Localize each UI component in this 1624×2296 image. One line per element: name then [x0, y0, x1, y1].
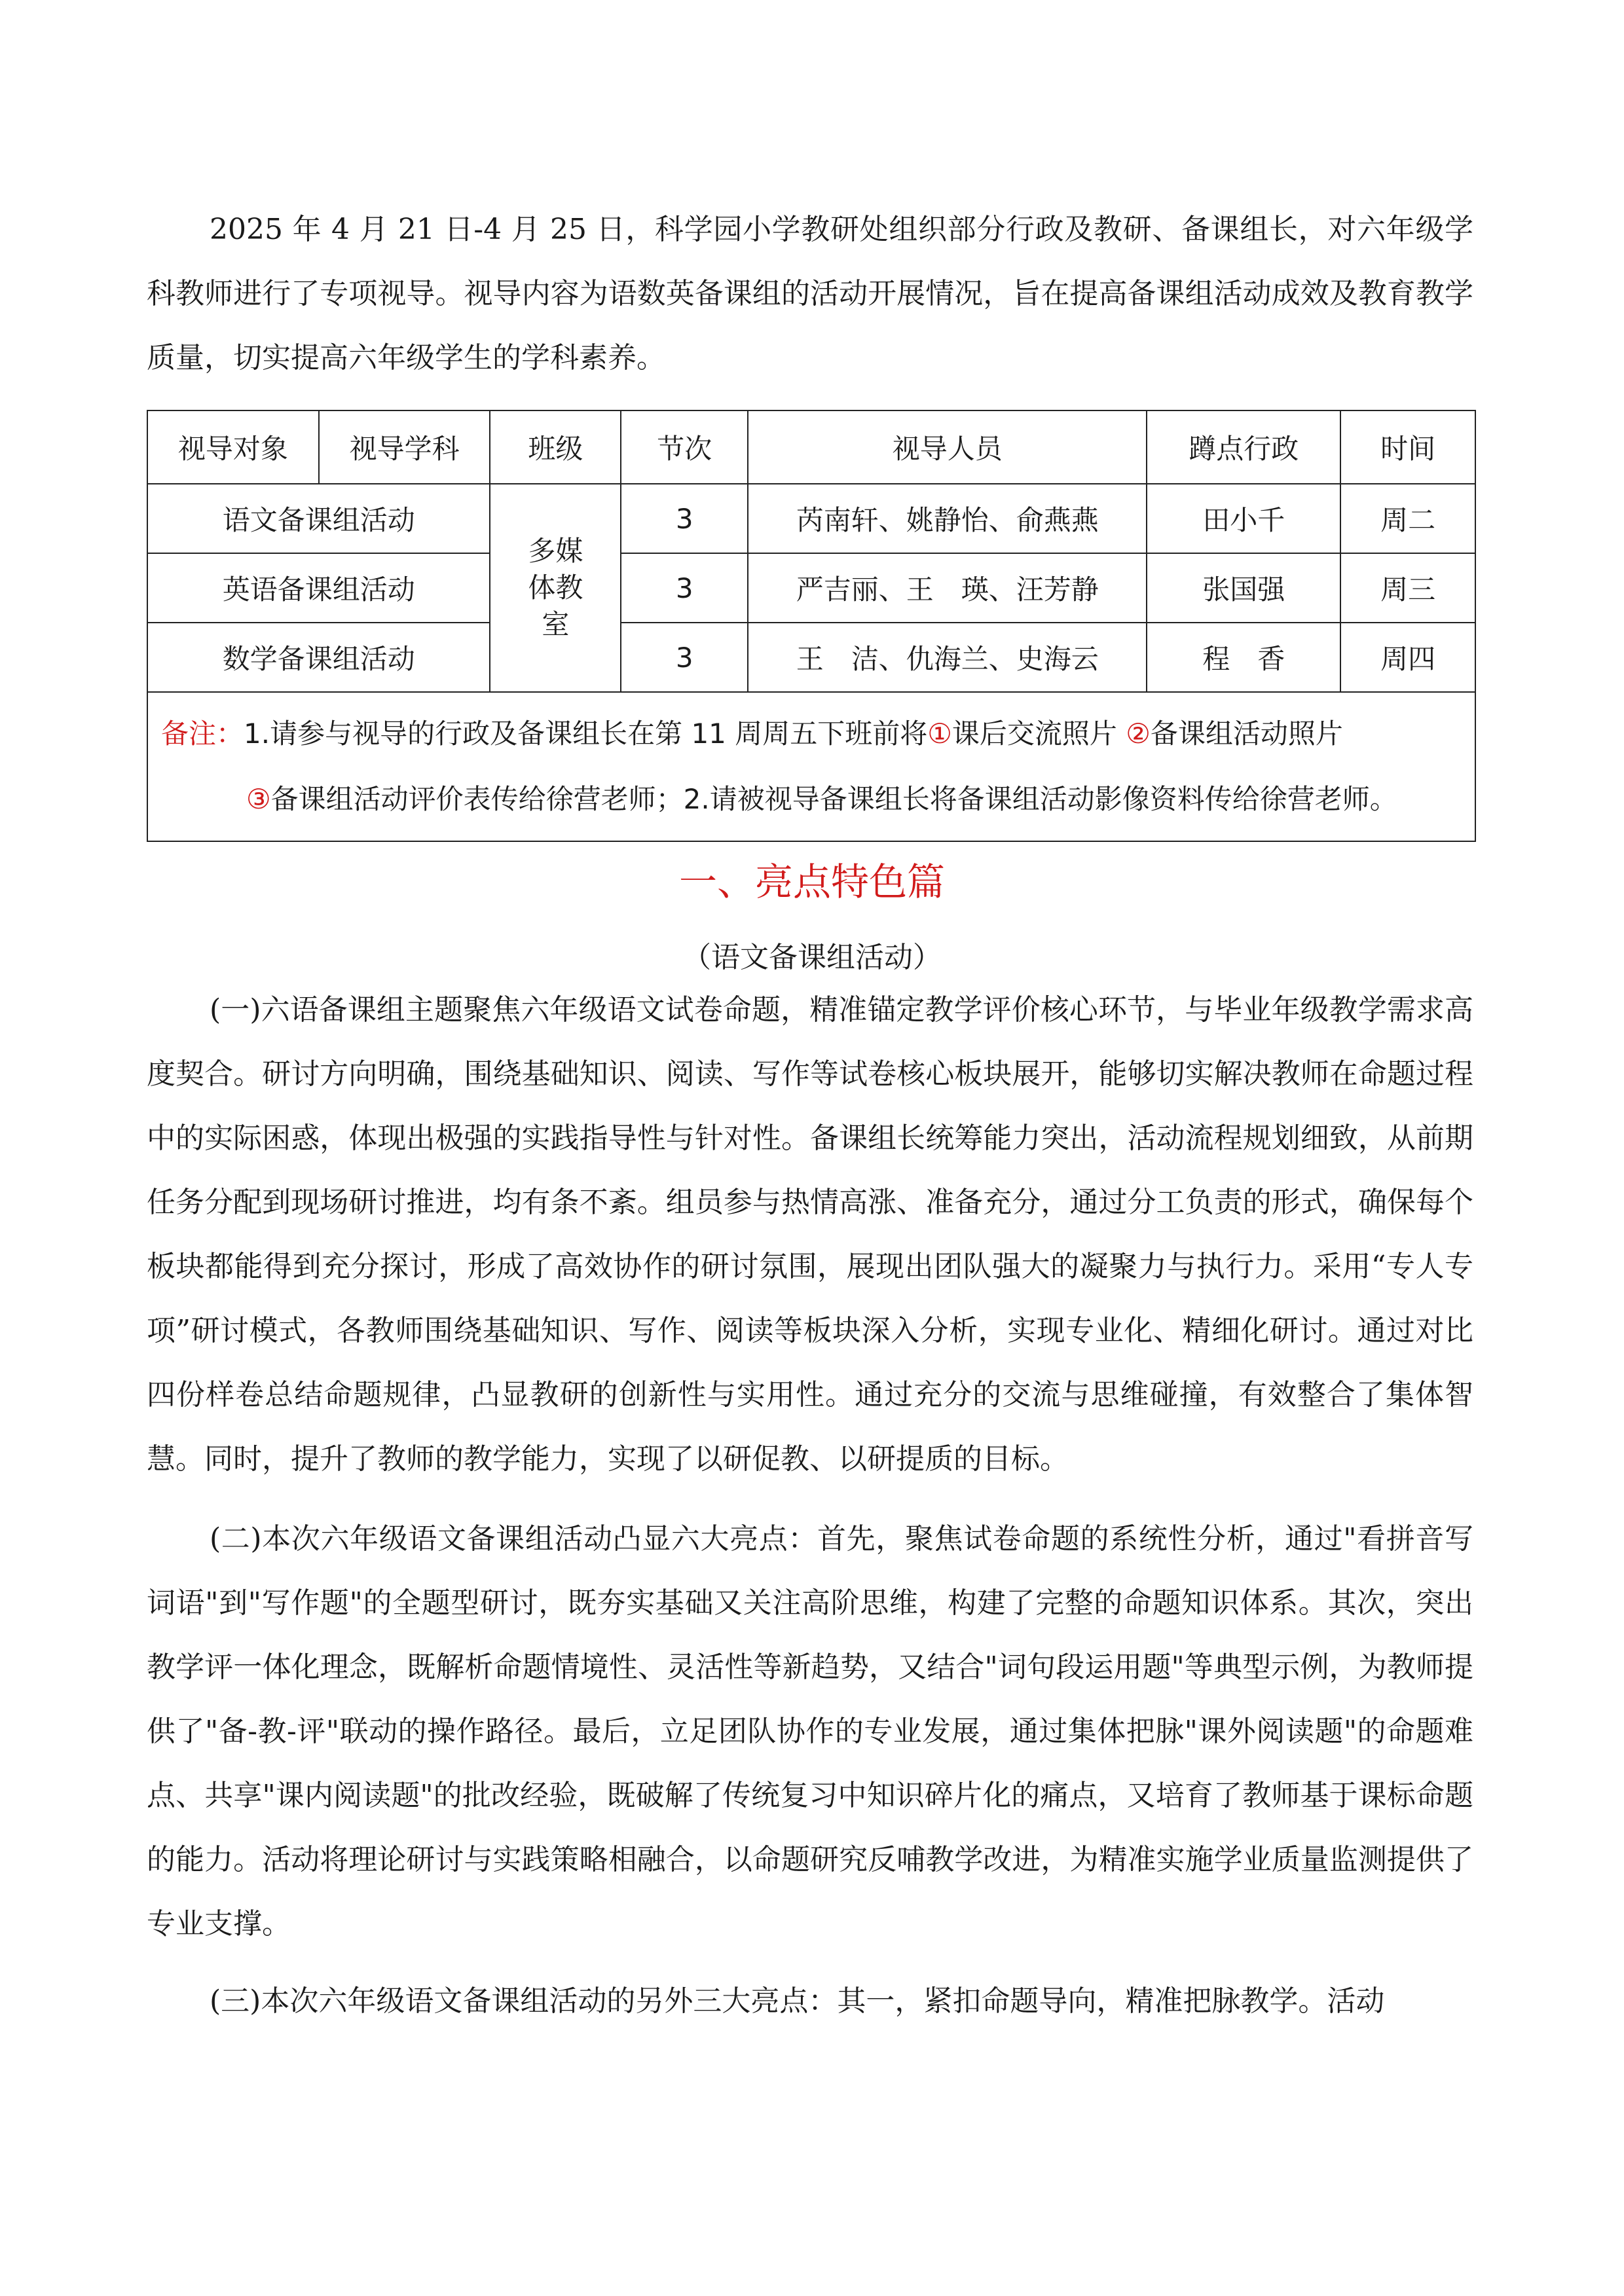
class-room-label: 多媒体教室: [528, 535, 583, 640]
time-cell: 周三: [1340, 553, 1475, 623]
staff-cell: 芮南轩、姚静怡、俞燕燕: [748, 484, 1147, 553]
body-paragraph: (二)本次六年级语文备课组活动凸显六大亮点：首先，聚焦试卷命题的系统性分析，通过"看拼音写词语"到"写作题"的全题型研讨，既夯实基础又关注高阶思维，构建了完整的命题知识体系。其次，突出教学评一体化理念，既解析命题情境性、灵活性等新趋势，又结合"词句段运用题"等典型示例，为教师提供了"备-教-评"联动的操作路径。最后，立足团队协作的专业发展，通过集体把脉"课外阅读题"的命题难点、共享"课内阅读题"的批改经验，既破解了传统复习中知识碎片化的痛点，又培育了教师基于课标命题的能力。活动将理论研讨与实践策略相融合，以命题研究反哺教学改进，为精准实施学业质量监测提供了专业支撑。: [147, 1522, 1473, 1941]
subject-cell: 数学备课组活动: [147, 623, 490, 692]
table-header-row: [147, 410, 1475, 484]
intro-paragraph: 2025 年 4 月 21 日-4 月 25 日，科学园小学教研处组织部分行政及教研、备课组长，对六年级学科教师进行了专项视导。视导内容为语数英备课组的活动开展情况，旨在提高备课组活动成效及教育教学质量，切实提高六年级学生的学科素养。: [147, 213, 1473, 374]
note-text: 备课组活动评价表传给徐营老师；2.请被视导备课组长将备课组活动影像资料传给徐营老师。: [270, 783, 1397, 815]
admin-cell: 田小千: [1147, 484, 1340, 553]
schedule-table: [147, 410, 1476, 842]
admin-cell: 张国强: [1147, 553, 1340, 623]
note-row: [147, 692, 1475, 841]
header-cell: 时间: [1340, 410, 1475, 484]
period-cell: 3: [621, 553, 748, 623]
note-cell: [147, 692, 1475, 841]
time-cell: 周二: [1340, 484, 1475, 553]
header-cell: 节次: [621, 410, 748, 484]
header-cell: 视导人员: [748, 410, 1147, 484]
table-row: [147, 484, 1475, 553]
sub-title: （语文备课组活动）: [682, 941, 942, 974]
table-row: [147, 623, 1475, 692]
header-cell: 班级: [490, 410, 621, 484]
note-label: 备注：: [161, 718, 244, 750]
staff-cell: 严吉丽、王 瑛、汪芳静: [748, 553, 1147, 623]
body-paragraph: (三)本次六年级语文备课组活动的另外三大亮点：其一，紧扣命题导向，精准把脉教学。活动: [210, 1984, 1385, 2018]
note-line-2: [161, 767, 1462, 832]
section-title: 一、亮点特色篇: [678, 860, 945, 904]
staff-cell: 王 洁、仇海兰、史海云: [748, 623, 1147, 692]
subject-cell: 语文备课组活动: [147, 484, 490, 553]
header-cell: 视导对象: [147, 410, 319, 484]
class-cell: [490, 484, 621, 692]
time-cell: 周四: [1340, 623, 1475, 692]
circled-number: ②: [1126, 718, 1151, 750]
header-cell: 蹲点行政: [1147, 410, 1340, 484]
subject-cell: 英语备课组活动: [147, 553, 490, 623]
admin-cell: 程 香: [1147, 623, 1340, 692]
note-text: 备课组活动照片: [1150, 718, 1343, 750]
body-paragraph: (一)六语备课组主题聚焦六年级语文试卷命题，精准锚定教学评价核心环节，与毕业年级教学需求高度契合。研讨方向明确，围绕基础知识、阅读、写作等试卷核心板块展开，能够切实解决教师在命题过程中的实际困惑，体现出极强的实践指导性与针对性。备课组长统筹能力突出，活动流程规划细致，从前期任务分配到现场研讨推进，均有条不紊。组员参与热情高涨、准备充分，通过分工负责的形式，确保每个板块都能得到充分探讨，形成了高效协作的研讨氛围，展现出团队强大的凝聚力与执行力。采用“专人专项”研讨模式，各教师围绕基础知识、写作、阅读等板块深入分析，实现专业化、精细化研讨。通过对比四份样卷总结命题规律，凸显教研的创新性与实用性。通过充分的交流与思维碰撞，有效整合了集体智慧。同时，提升了教师的教学能力，实现了以研促教、以研提质的目标。: [147, 993, 1473, 1476]
header-cell: 视导学科: [319, 410, 490, 484]
period-cell: 3: [621, 484, 748, 553]
circled-number: ③: [246, 783, 271, 815]
period-cell: 3: [621, 623, 748, 692]
note-text: 1.请参与视导的行政及备课组长在第 11 周周五下班前将: [244, 718, 928, 750]
circled-number: ①: [927, 718, 952, 750]
note-text: 课后交流照片: [951, 718, 1126, 750]
table-row: [147, 553, 1475, 623]
